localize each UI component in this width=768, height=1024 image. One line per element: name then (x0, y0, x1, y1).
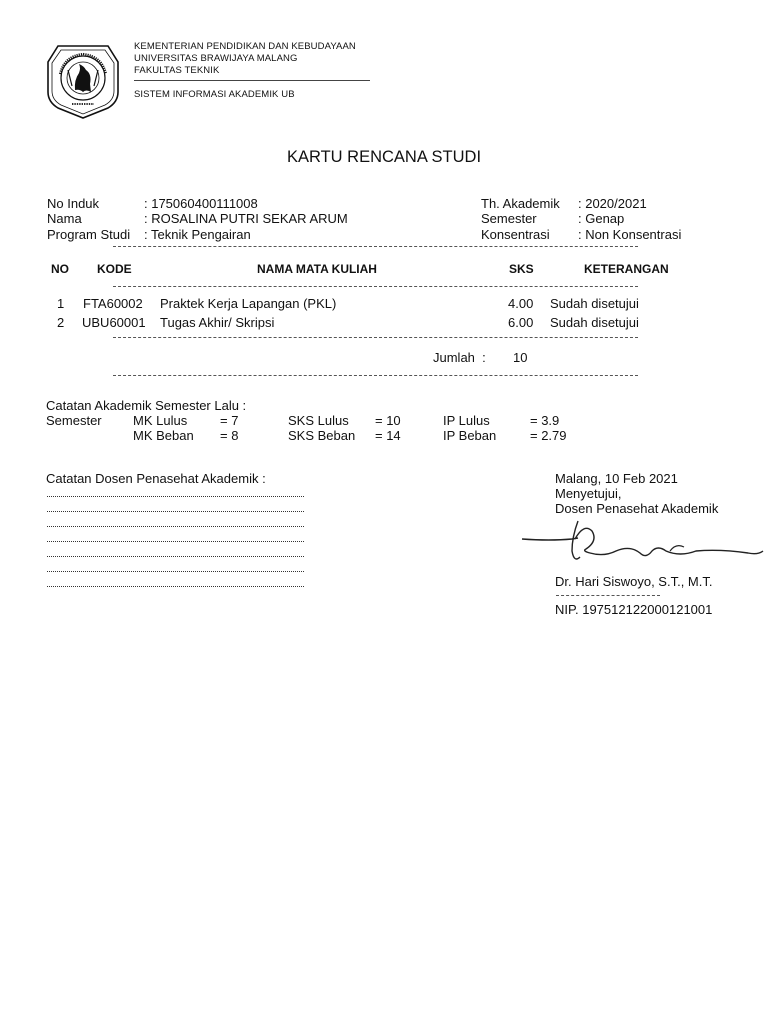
divider-header (113, 286, 638, 287)
row-sks: 4.00 (508, 296, 534, 311)
jumlah-value: 10 (513, 350, 528, 365)
col-header-nama: NAMA MATA KULIAH (257, 262, 377, 276)
approval-text: Menyetujui, (555, 486, 622, 501)
divider-rows (113, 337, 638, 338)
divider-top (113, 246, 638, 247)
note-line (47, 511, 304, 512)
row-nama: Praktek Kerja Lapangan (PKL) (160, 296, 337, 311)
mk-beban-value: = 8 (220, 428, 239, 443)
note-line (47, 541, 304, 542)
row-kode: UBU60001 (82, 315, 146, 330)
header-university: UNIVERSITAS BRAWIJAYA MALANG (134, 53, 298, 64)
ip-lulus-label: IP Lulus (443, 413, 490, 428)
mk-beban-label: MK Beban (133, 428, 194, 443)
prodi-label: Program Studi (47, 227, 131, 242)
col-header-sks: SKS (509, 262, 534, 276)
header-ministry: KEMENTERIAN PENDIDIKAN DAN KEBUDAYAAN (134, 41, 356, 52)
konsentrasi-label: Konsentrasi (481, 227, 550, 242)
mk-lulus-label: MK Lulus (133, 413, 188, 428)
signature-divider (556, 595, 660, 596)
tahun-value: : 2020/2021 (578, 196, 647, 211)
col-header-no: NO (51, 262, 69, 276)
advisor-name: Dr. Hari Siswoyo, S.T., M.T. (555, 574, 713, 589)
nama-label: Nama (47, 211, 82, 226)
note-line (47, 526, 304, 527)
page-title: KARTU RENCANA STUDI (286, 148, 482, 166)
note-line (47, 496, 304, 497)
place-date: Malang, 10 Feb 2021 (555, 471, 678, 486)
row-no: 2 (57, 315, 65, 330)
row-no: 1 (57, 296, 65, 311)
sks-lulus-value: = 10 (375, 413, 401, 428)
divider-bottom (113, 375, 638, 376)
semester-label: Semester (481, 211, 537, 226)
row-nama: Tugas Akhir/ Skripsi (160, 315, 275, 330)
header-divider (134, 80, 370, 81)
advisor-nip: NIP. 197512122000121001 (555, 602, 713, 617)
sks-beban-label: SKS Beban (288, 428, 356, 443)
note-line (47, 571, 304, 572)
semester-value: : Genap (578, 211, 625, 226)
tahun-label: Th. Akademik (481, 196, 560, 211)
ip-lulus-value: = 3.9 (530, 413, 560, 428)
nama-value: : ROSALINA PUTRI SEKAR ARUM (144, 211, 348, 226)
no-induk-label: No Induk (47, 196, 100, 211)
no-induk-value: : 175060400111008 (144, 196, 258, 211)
handwritten-signature (520, 517, 765, 567)
jumlah-label: Jumlah : (433, 350, 486, 365)
header-faculty: FAKULTAS TEKNIK (134, 65, 220, 76)
university-seal-logo (44, 40, 122, 120)
row-kode: FTA60002 (83, 296, 143, 311)
row-sks: 6.00 (508, 315, 534, 330)
ip-beban-label: IP Beban (443, 428, 497, 443)
sks-lulus-label: SKS Lulus (288, 413, 349, 428)
catatan-dosen-title: Catatan Dosen Penasehat Akademik : (46, 471, 266, 486)
row-keterangan: Sudah disetujui (550, 315, 639, 330)
catatan-akademik-title: Catatan Akademik Semester Lalu : (46, 398, 247, 413)
note-line (47, 586, 304, 587)
prodi-value: : Teknik Pengairan (144, 227, 251, 242)
note-line (47, 556, 304, 557)
mk-lulus-value: = 7 (220, 413, 239, 428)
ip-beban-value: = 2.79 (530, 428, 567, 443)
row-keterangan: Sudah disetujui (550, 296, 639, 311)
header-system: SISTEM INFORMASI AKADEMIK UB (134, 89, 295, 100)
semester-caption: Semester (46, 413, 102, 428)
col-header-keterangan: KETERANGAN (584, 262, 669, 276)
konsentrasi-value: : Non Konsentrasi (578, 227, 682, 242)
sks-beban-value: = 14 (375, 428, 401, 443)
advisor-role: Dosen Penasehat Akademik (555, 501, 719, 516)
col-header-kode: KODE (97, 262, 132, 276)
